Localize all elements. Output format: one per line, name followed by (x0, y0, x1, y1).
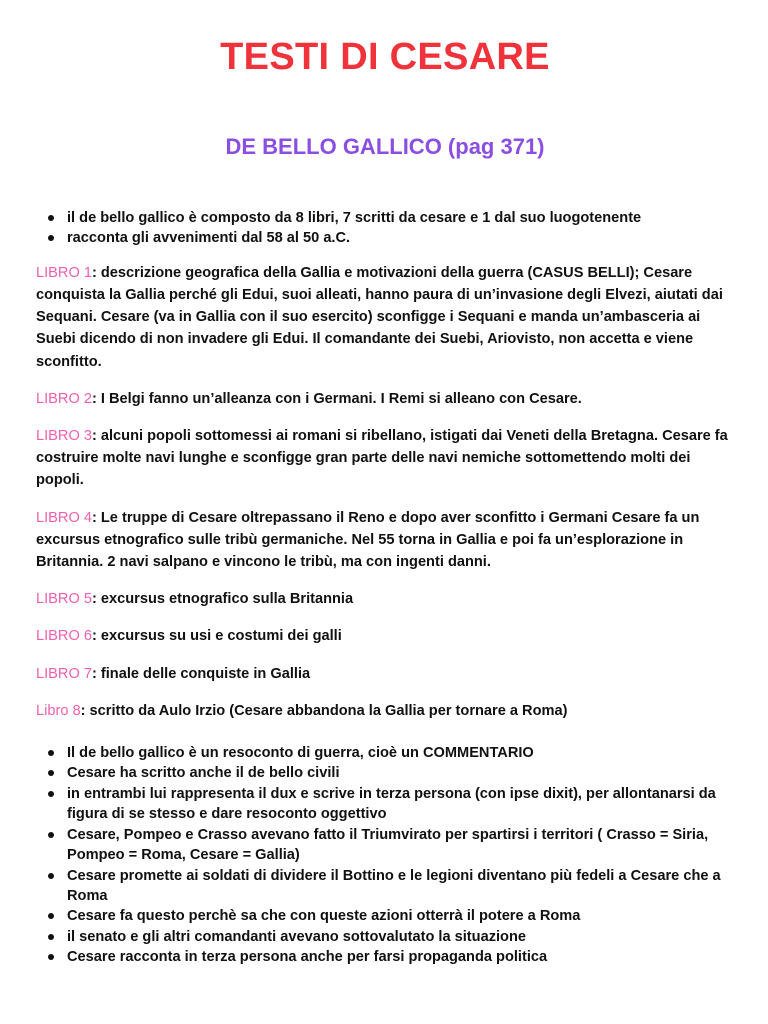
intro-bullet-list (36, 208, 734, 249)
book-text: : excursus etnografico sulla Britannia (91, 591, 354, 608)
list-item: Cesare ha scritto anche il de bello civili (48, 763, 734, 783)
book-label: LIBRO 2 (36, 390, 92, 407)
list-item: racconta gli avvenimenti dal 58 al 50 a.C. (48, 228, 734, 248)
list-item: in entrambi lui rappresenta il dux e scrive in terza persona (con ipse dixit), per allontanarsi da figura di se stesso e dare resoconto oggettivo (48, 784, 734, 825)
list-item: il de bello gallico è composto da 8 libri, 7 scritti da cesare e 1 dal suo luogotenente (48, 208, 734, 228)
book-label: Libro 8 (36, 702, 81, 719)
book-paragraph-5 (36, 588, 734, 610)
book-paragraph-6 (36, 625, 734, 647)
book-label: LIBRO 7 (36, 665, 92, 682)
book-text: : I Belgi fanno un’alleanza con i Germani. I Remi si alleano con Cesare. (91, 390, 582, 407)
books-section (36, 262, 734, 722)
book-paragraph-1 (36, 262, 734, 373)
page-title: TESTI DI CESARE (220, 36, 550, 78)
list-item: il senato e gli altri comandanti avevano sottovalutato la situazione (48, 927, 734, 947)
book-paragraph-2 (36, 388, 734, 410)
book-text: : descrizione geografica della Gallia e motivazioni della guerra (CASUS BELLI); Cesare conquista la Gallia perché gli Edui, suoi alleati, hanno paura di un’invasione degli Elvezi, aiutati dai Sequani. Cesare (va in Gallia con il suo esercito) sconfigge i Sequani e manda un’ambasceria ai Suebi dicendo di non invadere gli Edui. Il comandante dei Suebi, Ariovisto, non accetta e viene sconfitto. (36, 264, 723, 370)
list-item: Cesare, Pompeo e Crasso avevano fatto il Triumvirato per spartirsi i territori ( Crasso = Siria, Pompeo = Roma, Cesare = Gallia) (48, 825, 734, 866)
summary-bullet-list (36, 743, 734, 967)
list-item: Cesare racconta in terza persona anche per farsi propaganda politica (48, 947, 734, 967)
book-label: LIBRO 5 (36, 591, 92, 608)
book-text: : finale delle conquiste in Gallia (91, 665, 311, 682)
book-paragraph-3 (36, 425, 734, 492)
list-item: Il de bello gallico è un resoconto di guerra, cioè un COMMENTARIO (48, 743, 734, 763)
page-subtitle: DE BELLO GALLICO (pag 371) (225, 134, 545, 159)
book-label: LIBRO 3 (36, 428, 92, 445)
book-text: : scritto da Aulo Irzio (Cesare abbandona la Gallia per tornare a Roma) (80, 702, 568, 719)
book-paragraph-7 (36, 663, 734, 685)
list-item: Cesare promette ai soldati di dividere il Bottino e le legioni diventano più fedeli a Cesare che a Roma (48, 866, 734, 907)
book-label: LIBRO 4 (36, 509, 92, 526)
book-paragraph-4 (36, 507, 734, 574)
list-item: Cesare fa questo perchè sa che con queste azioni otterrà il potere a Roma (48, 906, 734, 926)
book-label: LIBRO 6 (36, 628, 92, 645)
book-text: : Le truppe di Cesare oltrepassano il Reno e dopo aver sconfitto i Germani Cesare fa un excursus etnografico sulle tribù germaniche. Nel 55 torna in Gallia e poi fa un’esplorazione in Britannia. 2 navi salpano e vincono le tribù, ma con ingenti danni. (36, 509, 700, 571)
book-text: : excursus su usi e costumi dei galli (91, 628, 342, 645)
book-paragraph-8 (36, 700, 734, 722)
book-label: LIBRO 1 (36, 264, 92, 281)
book-text: : alcuni popoli sottomessi ai romani si ribellano, istigati dai Veneti della Bretagna. Cesare fa costruire molte navi lunghe e sconfigge gran parte delle navi nemiche sottomettendo molti dei popoli. (36, 428, 728, 489)
